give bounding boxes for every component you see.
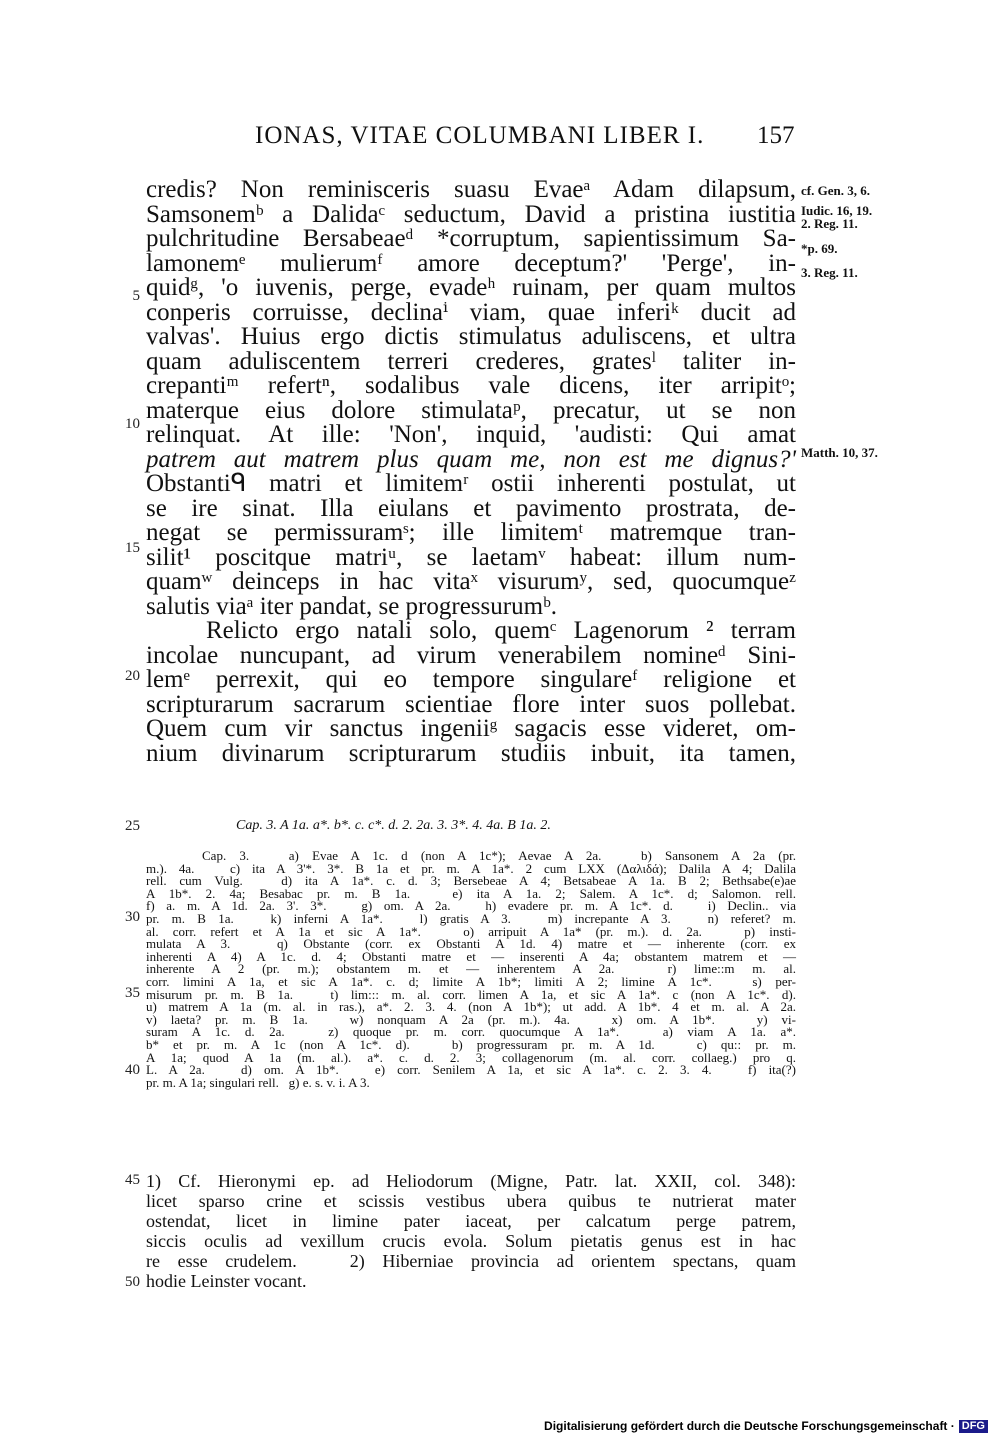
footnote-line: re esse crudelem. 2) Hiberniae provincia ad orientem spectans, quam — [146, 1251, 796, 1271]
line-number: 50 — [125, 1274, 140, 1290]
main-line: se ire sinat. Illa eiulans et pavimento prostrata, de- — [146, 494, 796, 522]
main-line: credis? Non reminisceris suasu Evaeᵃ Adam dilapsum, — [146, 176, 796, 203]
line-number: 45 — [125, 1172, 140, 1188]
main-line: quam aduliscentem terreri crederes, gratesˡ taliter in- — [146, 347, 796, 375]
main-line: negat se permissuramˢ; ille limitemᵗ matremque tran- — [146, 519, 796, 546]
footnote-line: hodie Leinster vocant. — [146, 1271, 307, 1291]
line-number: 40 — [125, 1062, 140, 1078]
apparatus-line: rell. cum Vulg. d) ita A 1a*. c. d. 3; Bersebeae A 4; Betsabeae A 1a. B 2; Bethsabe(e)ae — [146, 873, 796, 889]
margin-ref: Iudic. 16, 19. — [801, 203, 873, 218]
digitization-credit — [544, 1419, 988, 1433]
manuscript-sigla: Cap. 3. A 1a. a*. b*. c. c*. d. 2. 2a. 3. 3*. 4. 4a. B 1a. 2. — [236, 818, 551, 833]
footnote-line: ostendat, licet in limine pater iaceat, per calcatum perge patrem, — [146, 1211, 796, 1231]
main-line: quamʷ deinceps in hac vitaˣ visurumʸ, sed, quocumqueᶻ — [146, 568, 796, 595]
line-number: 15 — [125, 540, 140, 556]
apparatus-line: Cap. 3. a) Evae A 1c. d (non A 1c*); Aevae A 2a. b) Sansonem A 2a (pr. — [202, 848, 796, 863]
main-line: salutis viaᵃ iter pandat, se progressurumᵇ. — [146, 592, 558, 620]
main-line: Obstantiᑫ matri et limitemʳ ostii inherenti postulat, ut — [146, 470, 796, 497]
margin-ref: *p. 69. — [801, 241, 838, 256]
margin-ref: 3. Reg. 11. — [801, 265, 858, 280]
main-line: lemᵉ perrexit, qui eo tempore singulareᶠ religione et — [146, 666, 796, 693]
apparatus-line: b* et pr. m. A 1c (non A 1c*. d). b) progressuram pr. m. A 1d. c) qu:: pr. m. — [146, 1036, 796, 1052]
apparatus-line: al. corr. refert et A 1a et sic A 1a*. o) arripuit A 1a* (pr. m.). d. 2a. p) insti- — [146, 923, 796, 939]
main-line: scripturarum sacrarum scientiae flore inter suos pollebat. — [146, 690, 796, 718]
main-text-block — [146, 178, 796, 766]
running-title: IONAS, VITAE COLUMBANI LIBER I. — [255, 122, 705, 149]
footnote-line: licet sparso crine et scissis vestibus ubera quibus te nutrierat mater — [146, 1191, 796, 1211]
apparatus-line: f) a. m. A 1d. 2a. 3'. 3*. g) om. A 2a. h) evadere pr. m. A 1c*. d. i) Declin.. via — [146, 898, 796, 914]
apparatus-line: inherenti A 4) A 1c. d. 4; Obstanti matre et — inserenti A 4a; obstantem matrem et — — [146, 948, 796, 964]
margin-ref: Matth. 10, 37. — [801, 445, 878, 460]
apparatus-line: mulata A 3. q) Obstante (corr. ex Obstanti A 1d. 4) matre et — inherente (corr. ex — [146, 936, 796, 952]
line-number: 35 — [125, 985, 140, 1001]
main-line: Quem cum vir sanctus ingeniiᵍ sagacis esse videret, om- — [146, 715, 796, 742]
main-line: Relicto ergo natali solo, quemᶜ Lagenorum ² terram — [206, 617, 796, 644]
main-line: patrem aut matrem plus quam me, non est me dignus?' — [146, 445, 796, 473]
main-line: conperis corruisse, declinaⁱ viam, quae inferiᵏ ducit ad — [146, 298, 796, 326]
dfg-logo: DFG — [959, 1420, 988, 1433]
main-line: materque eius dolore stimulataᵖ, precatur, ut se non — [146, 396, 796, 424]
apparatus-line: v) laeta? pr. m. B 1a. w) nonquam A 2a (pr. m.). 4a. x) om. A 1b*. y) vi- — [146, 1011, 796, 1027]
footnote-line: siccis oculis ad vexillum crucis evola. Solum pietatis genus est in hac — [146, 1231, 796, 1251]
apparatus-line: A 1b*. 2. 4a; Besabac pr. m. B 1a. e) ita A 1a. 2; Salem. A 1c*. d; Salomon. rell. — [146, 885, 796, 901]
margin-ref: cf. Gen. 3, 6. — [801, 183, 870, 198]
margin-ref: 2. Reg. 11. — [801, 216, 858, 231]
main-line: incolae nuncupant, ad virum venerabilem nomineᵈ Sini- — [146, 641, 796, 669]
page-number: 157 — [757, 122, 795, 149]
footnote-line: 1) Cf. Hieronymi ep. ad Heliodorum (Migne, Patr. lat. XXII, col. 348): — [146, 1171, 796, 1191]
main-line: lamonemᵉ mulierumᶠ amore deceptum?' 'Perge', in- — [146, 249, 796, 277]
line-number: 20 — [125, 668, 140, 684]
line-number: 5 — [132, 288, 140, 304]
footnotes — [146, 1171, 796, 1291]
main-line: quidᵍ, 'o iuvenis, perge, evadeʰ ruinam, per quam multos — [146, 274, 796, 301]
apparatus-line: pr. m. A 1a; singulari rell. g) e. s. v. i. A 3. — [146, 1074, 370, 1090]
apparatus-line: misurum pr. m. B 1a. t) lim::: m. al. corr. limen A 1a, et sic A 1a*. c (non A 1c*. d). — [146, 986, 796, 1002]
main-line: valvas'. Huius ergo dictis stimulatus aduliscens, et ultra — [146, 323, 796, 350]
apparatus-line: m.). 4a. c) ita A 3'*. 3*. B 1a et pr. m. A 1a*. 2 cum LXX (Δαλιδά); Dalila A 4; Dalila — [146, 860, 796, 876]
apparatus-line: corr. limini A 1a, et sic A 1a*. c. d; limite A 1b*; limiti A 2; limine A 1c*. s) per- — [146, 973, 796, 989]
apparatus-line: suram A 1c. d. 2a. z) quoque pr. m. corr. quocumque A 1a*. a) viam A 1a. a*. — [146, 1024, 796, 1040]
line-number: 25 — [125, 818, 140, 834]
credit-text: Digitalisierung gefördert durch die Deutsche Forschungsgemeinschaft · — [544, 1419, 955, 1433]
critical-apparatus — [146, 850, 796, 1089]
apparatus-line: pr. m. B 1a. k) inferni A 1a*. l) gratis A 3. m) increpante A 3. n) referet? m. — [146, 910, 796, 926]
apparatus-line: u) matrem A 1a (m. al. in ras.), a*. 2. 3. 4. (non A 1b*); ut add. A 1b*. 4 et m. al. A 2a. — [146, 999, 796, 1015]
main-line: pulchritudine Bersabeaeᵈ *corruptum, sapientissimum Sa- — [146, 225, 796, 252]
line-number: 10 — [125, 416, 140, 432]
main-line: Samsonemᵇ a Dalidaᶜ seductum, David a pristina iustitia — [146, 200, 796, 228]
apparatus-line: A 1a; quod A 1a (m. al.). a*. c. d. 2. 3; collagenorum (m. al. corr. collaeg.) pro q. — [146, 1049, 796, 1065]
running-header — [0, 122, 1000, 162]
apparatus-line: L. A 2a. d) om. A 1b*. e) corr. Senilem A 1a, et sic A 1a*. c. 2. 3. 4. f) ita(?) — [146, 1062, 796, 1078]
main-line: silit¹ poscitque matriᵘ, se laetamᵛ habeat: illum num- — [146, 543, 796, 571]
main-line: relinquat. At ille: 'Non', inquid, 'audisti: Qui amat — [146, 421, 796, 448]
main-line: nium divinarum scripturarum studiis inbuit, ita tamen, — [146, 739, 796, 767]
apparatus-line: inherente A 2 (pr. m.); obstantem m. et — inherentem A 2a. r) lime::m m. al. — [146, 961, 796, 977]
line-number: 30 — [125, 909, 140, 925]
main-line: crepantiᵐ refertⁿ, sodalibus vale dicens, iter arripitᵒ; — [146, 372, 796, 399]
